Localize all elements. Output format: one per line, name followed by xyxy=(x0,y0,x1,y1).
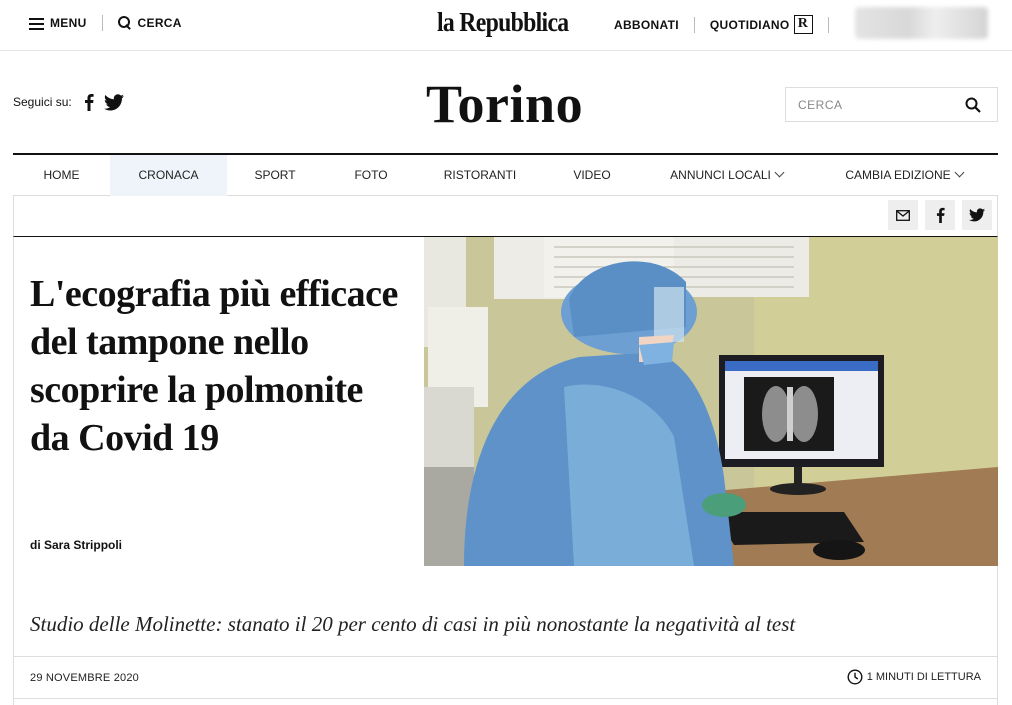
newspaper-label: QUOTIDIANO xyxy=(709,17,790,32)
twitter-icon[interactable] xyxy=(104,94,124,111)
nav-label: VIDEO xyxy=(573,168,611,182)
divider xyxy=(694,17,695,33)
nav-item-sport[interactable] xyxy=(227,155,323,196)
search-label: CERCA xyxy=(137,16,182,30)
top-bar-right xyxy=(614,15,844,34)
nav-item-cambia-edizione[interactable] xyxy=(810,155,998,196)
facebook-icon[interactable] xyxy=(84,93,94,111)
search-box xyxy=(785,87,998,122)
nav-item-foto[interactable] xyxy=(323,155,419,196)
nav-label: SPORT xyxy=(254,168,296,182)
follow-us xyxy=(13,93,124,111)
search-icon[interactable] xyxy=(965,97,981,118)
article-photo-illustration xyxy=(424,237,998,566)
chevron-down-icon xyxy=(954,168,964,178)
brand-logo[interactable]: la Repubblica xyxy=(437,7,569,37)
hamburger-icon xyxy=(29,18,44,29)
top-bar xyxy=(0,0,1012,51)
top-bar-left xyxy=(29,15,182,31)
menu-button[interactable] xyxy=(29,16,87,30)
article-headline[interactable]: L'ecografia più efficace del tampone nello scoprire la polmonite da Covid 19 xyxy=(30,273,398,459)
reading-time-label: 1 MINUTI DI LETTURA xyxy=(866,671,981,683)
mail-icon[interactable] xyxy=(888,200,918,230)
publish-date: 29 NOVEMBRE 2020 xyxy=(30,672,139,684)
chevron-down-icon xyxy=(774,168,784,178)
nav-label: HOME xyxy=(43,168,80,182)
menu-label: MENU xyxy=(50,16,87,30)
article-subtitle: Studio delle Molinette: stanato il 20 per cento di casi in più nonostante la negatività al test xyxy=(30,612,796,636)
nav-label: CAMBIA EDIZIONE xyxy=(845,168,951,182)
nav-item-ristoranti[interactable] xyxy=(419,155,541,196)
nav-item-annunci-locali[interactable] xyxy=(643,155,810,196)
divider xyxy=(102,15,103,31)
article-meta xyxy=(14,656,997,699)
follow-label: Seguici su: xyxy=(13,95,72,109)
search-input[interactable] xyxy=(786,88,956,121)
reading-time xyxy=(847,669,981,685)
nav-label: FOTO xyxy=(354,168,388,182)
article-author[interactable]: di Sara Strippoli xyxy=(30,538,123,552)
subscribe-link[interactable]: ABBONATI xyxy=(614,17,679,32)
nav-item-video[interactable] xyxy=(541,155,643,196)
article xyxy=(13,237,998,705)
article-photo[interactable] xyxy=(424,237,998,566)
nav-item-home[interactable] xyxy=(13,155,110,196)
nav-label: CRONACA xyxy=(138,168,199,182)
share-bar xyxy=(13,196,998,237)
repubblica-r-icon: R xyxy=(794,15,813,34)
section-nav xyxy=(13,153,998,196)
clock-icon xyxy=(847,669,863,685)
nav-label: RISTORANTI xyxy=(443,168,517,182)
divider xyxy=(828,17,829,33)
nav-item-cronaca[interactable] xyxy=(110,155,227,196)
search-icon xyxy=(118,16,132,30)
edition-title[interactable]: Torino xyxy=(426,74,584,134)
user-account-area[interactable] xyxy=(855,7,988,39)
search-button[interactable] xyxy=(118,16,182,30)
facebook-icon[interactable] xyxy=(925,200,955,230)
newspaper-link[interactable] xyxy=(710,15,813,34)
twitter-icon[interactable] xyxy=(962,200,992,230)
nav-label: ANNUNCI LOCALI xyxy=(670,168,771,182)
